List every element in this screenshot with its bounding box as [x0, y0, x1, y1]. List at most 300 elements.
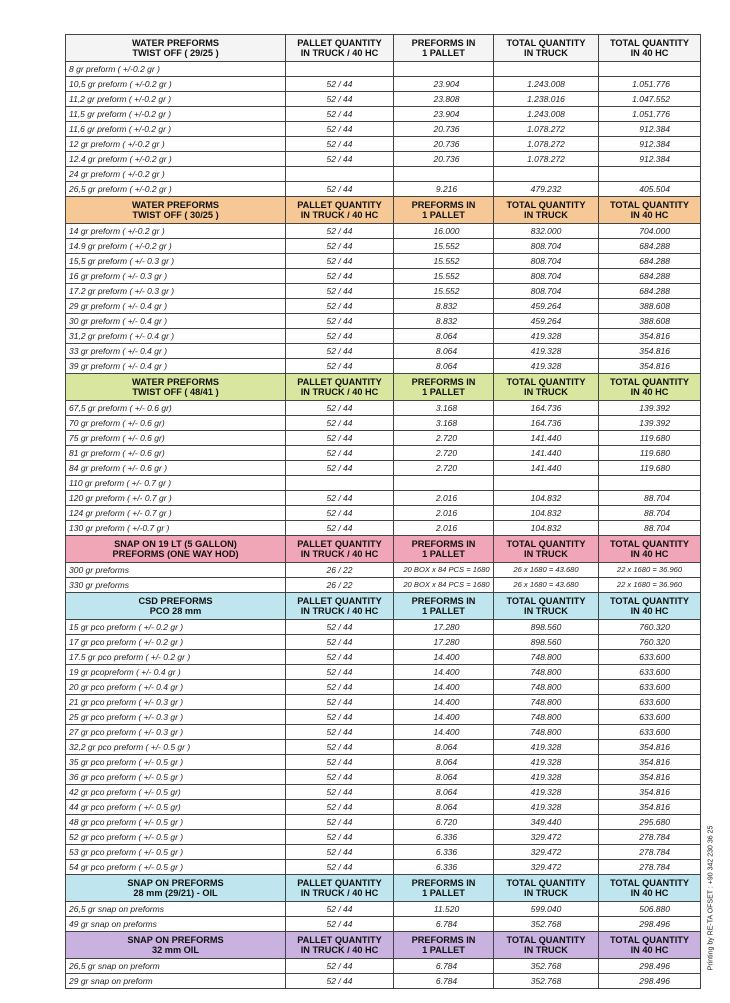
- column-header-line: 1 PALLET: [422, 48, 465, 58]
- table-row: [66, 770, 701, 785]
- section-title-line: SNAP ON PREFORMS: [127, 935, 224, 945]
- total-in-truck: 352.768: [494, 974, 599, 989]
- preforms-per-pallet: 17.280: [394, 635, 494, 650]
- preform-name: 32,2 gr pco preform ( +/- 0.5 gr ): [66, 740, 286, 755]
- total-in-truck: 748.800: [494, 665, 599, 680]
- total-in-truck: 808.704: [494, 254, 599, 269]
- preforms-per-pallet: 14.400: [394, 725, 494, 740]
- total-in-truck: 141.440: [494, 461, 599, 476]
- preforms-per-pallet: 20 BOX x 84 PCS = 1680: [394, 563, 494, 578]
- preforms-per-pallet: 16.000: [394, 224, 494, 239]
- table-row: [66, 710, 701, 725]
- column-header: [286, 374, 394, 401]
- column-header: [599, 593, 701, 620]
- column-header-line: 1 PALLET: [422, 387, 465, 397]
- column-header-line: PALLET QUANTITY: [297, 935, 382, 945]
- pallet-quantity: 52 / 44: [286, 845, 394, 860]
- preform-name: 14 gr preform ( +/-0.2 gr ): [66, 224, 286, 239]
- total-in-truck: 141.440: [494, 446, 599, 461]
- preform-name: 17.2 gr preform ( +/- 0.3 gr ): [66, 284, 286, 299]
- column-header: [599, 536, 701, 563]
- total-in-40hc: 354.816: [599, 344, 701, 359]
- total-in-truck: 748.800: [494, 695, 599, 710]
- section-title-line: PCO 28 mm: [149, 606, 202, 616]
- total-in-truck: 104.832: [494, 521, 599, 536]
- section-header: [66, 197, 701, 224]
- preform-name: 12.4 gr preform ( +/-0.2 gr ): [66, 152, 286, 167]
- section-header: [66, 536, 701, 563]
- total-in-truck: [494, 476, 599, 491]
- preforms-per-pallet: 6.336: [394, 830, 494, 845]
- preform-name: 12 gr preform ( +/-0.2 gr ): [66, 137, 286, 152]
- pallet-quantity: 52 / 44: [286, 740, 394, 755]
- preforms-per-pallet: 6.720: [394, 815, 494, 830]
- preform-name: 11,6 gr preform ( +/-0.2 gr ): [66, 122, 286, 137]
- pallet-quantity: 52 / 44: [286, 137, 394, 152]
- column-header-line: TOTAL QUANTITY: [506, 596, 586, 606]
- total-in-40hc: 912.384: [599, 122, 701, 137]
- total-in-40hc: 119.680: [599, 431, 701, 446]
- pallet-quantity: 52 / 44: [286, 815, 394, 830]
- column-header-line: TOTAL QUANTITY: [609, 377, 690, 387]
- table-row: [66, 416, 701, 431]
- pallet-quantity: 52 / 44: [286, 344, 394, 359]
- pallet-quantity: 52 / 44: [286, 830, 394, 845]
- total-in-truck: 808.704: [494, 239, 599, 254]
- total-in-40hc: 22 x 1680 = 36.960: [599, 563, 701, 578]
- total-in-40hc: 295.680: [599, 815, 701, 830]
- preform-name: 26,5 gr snap on preform: [66, 959, 286, 974]
- section-title-line: 28 mm (29/21) - OIL: [133, 888, 218, 898]
- column-header-line: IN 40 HC: [630, 888, 669, 898]
- pallet-quantity: 52 / 44: [286, 620, 394, 635]
- pallet-quantity: 52 / 44: [286, 710, 394, 725]
- table-row: [66, 635, 701, 650]
- total-in-40hc: 633.600: [599, 710, 701, 725]
- total-in-40hc: 684.288: [599, 284, 701, 299]
- total-in-truck: 26 x 1680 = 43.680: [494, 563, 599, 578]
- preform-name: 75 gr preform ( +/- 0.6 gr): [66, 431, 286, 446]
- total-in-40hc: 298.496: [599, 974, 701, 989]
- column-header: [494, 536, 599, 563]
- column-header: [599, 197, 701, 224]
- pallet-quantity: 52 / 44: [286, 224, 394, 239]
- column-header-line: TOTAL QUANTITY: [609, 596, 690, 606]
- total-in-40hc: 298.496: [599, 917, 701, 932]
- preforms-per-pallet: 2.016: [394, 491, 494, 506]
- column-header: [286, 536, 394, 563]
- column-header-line: IN TRUCK / 40 HC: [300, 888, 379, 898]
- pallet-quantity: 52 / 44: [286, 401, 394, 416]
- table-row: [66, 800, 701, 815]
- column-header-line: PREFORMS IN: [411, 935, 476, 945]
- table-row: [66, 239, 701, 254]
- total-in-40hc: 354.816: [599, 755, 701, 770]
- pallet-quantity: 52 / 44: [286, 521, 394, 536]
- preforms-per-pallet: 15.552: [394, 254, 494, 269]
- preform-name: 11,2 gr preform ( +/-0.2 gr ): [66, 92, 286, 107]
- pallet-quantity: 52 / 44: [286, 650, 394, 665]
- column-header-line: TOTAL QUANTITY: [609, 38, 690, 48]
- pallet-quantity: 52 / 44: [286, 152, 394, 167]
- total-in-truck: 352.768: [494, 959, 599, 974]
- preforms-per-pallet: 20.736: [394, 152, 494, 167]
- pallet-quantity: 52 / 44: [286, 77, 394, 92]
- total-in-40hc: 760.320: [599, 635, 701, 650]
- column-header: [286, 932, 394, 959]
- preform-name: 124 gr preform ( +/- 0.7 gr ): [66, 506, 286, 521]
- total-in-truck: 349.440: [494, 815, 599, 830]
- table-row: [66, 77, 701, 92]
- table-row: [66, 107, 701, 122]
- preform-name: 70 gr preform ( +/- 0.6 gr): [66, 416, 286, 431]
- printer-credit-text: Printing by RE-TA OFSET : +90 342 230 36 25: [707, 825, 715, 971]
- column-header: [599, 875, 701, 902]
- total-in-40hc: 354.816: [599, 359, 701, 374]
- table-row: [66, 845, 701, 860]
- table-row: [66, 680, 701, 695]
- column-header-line: IN TRUCK: [524, 945, 568, 955]
- column-header: [494, 35, 599, 62]
- table-row: [66, 959, 701, 974]
- column-header-line: IN TRUCK: [524, 606, 568, 616]
- preforms-per-pallet: 9.216: [394, 182, 494, 197]
- section-title: [66, 875, 286, 902]
- table-row: [66, 431, 701, 446]
- pallet-quantity: 52 / 44: [286, 491, 394, 506]
- preforms-per-pallet: 6.784: [394, 974, 494, 989]
- preform-name: 25 gr pco preform ( +/- 0.3 gr ): [66, 710, 286, 725]
- section-title-line: TWIST OFF ( 30/25 ): [132, 210, 219, 220]
- column-header: [394, 932, 494, 959]
- column-header: [394, 536, 494, 563]
- preform-name: 53 gr pco preform ( +/- 0.5 gr ): [66, 845, 286, 860]
- total-in-40hc: 684.288: [599, 239, 701, 254]
- total-in-40hc: 354.816: [599, 329, 701, 344]
- column-header-line: PALLET QUANTITY: [297, 596, 382, 606]
- pallet-quantity: 52 / 44: [286, 107, 394, 122]
- table-row: [66, 650, 701, 665]
- total-in-40hc: 633.600: [599, 665, 701, 680]
- table-row: [66, 137, 701, 152]
- preforms-per-pallet: 2.016: [394, 506, 494, 521]
- column-header-line: TOTAL QUANTITY: [506, 200, 586, 210]
- total-in-40hc: 22 x 1680 = 36.960: [599, 578, 701, 593]
- pallet-quantity: 52 / 44: [286, 902, 394, 917]
- preforms-per-pallet: 11.520: [394, 902, 494, 917]
- pallet-quantity: 52 / 44: [286, 695, 394, 710]
- column-header-line: IN TRUCK / 40 HC: [300, 48, 379, 58]
- total-in-truck: 329.472: [494, 830, 599, 845]
- preforms-per-pallet: 15.552: [394, 284, 494, 299]
- column-header: [394, 197, 494, 224]
- preforms-per-pallet: 23.808: [394, 92, 494, 107]
- table-row: [66, 740, 701, 755]
- column-header-line: PALLET QUANTITY: [297, 878, 382, 888]
- column-header-line: IN TRUCK: [524, 210, 568, 220]
- column-header-line: PALLET QUANTITY: [297, 38, 382, 48]
- preform-name: 35 gr pco preform ( +/- 0.5 gr ): [66, 755, 286, 770]
- preforms-per-pallet: 3.168: [394, 416, 494, 431]
- preforms-per-pallet: 6.336: [394, 845, 494, 860]
- total-in-truck: 1.243.008: [494, 107, 599, 122]
- column-header: [394, 875, 494, 902]
- total-in-40hc: 912.384: [599, 152, 701, 167]
- section-title-line: SNAP ON 19 LT (5 GALLON): [114, 539, 237, 549]
- section-title-line: TWIST OFF ( 48/41 ): [132, 387, 219, 397]
- preforms-per-pallet: 2.016: [394, 521, 494, 536]
- column-header-line: IN TRUCK: [524, 888, 568, 898]
- table-row: [66, 359, 701, 374]
- total-in-truck: 104.832: [494, 506, 599, 521]
- section-title-line: WATER PREFORMS: [131, 200, 220, 210]
- column-header-line: IN TRUCK / 40 HC: [300, 210, 379, 220]
- column-header-line: TOTAL QUANTITY: [506, 38, 586, 48]
- table-row: [66, 461, 701, 476]
- preforms-per-pallet: [394, 167, 494, 182]
- column-header: [494, 197, 599, 224]
- table-row: [66, 902, 701, 917]
- column-header: [286, 35, 394, 62]
- column-header: [494, 593, 599, 620]
- pallet-quantity: [286, 62, 394, 77]
- column-header: [599, 35, 701, 62]
- column-header-line: IN TRUCK: [524, 48, 568, 58]
- total-in-40hc: 684.288: [599, 254, 701, 269]
- preforms-per-pallet: 8.064: [394, 785, 494, 800]
- total-in-40hc: 278.784: [599, 830, 701, 845]
- preforms-per-pallet: 23.904: [394, 77, 494, 92]
- table-row: [66, 755, 701, 770]
- total-in-40hc: 88.704: [599, 506, 701, 521]
- table-row: [66, 167, 701, 182]
- pallet-quantity: 52 / 44: [286, 635, 394, 650]
- preforms-per-pallet: 14.400: [394, 710, 494, 725]
- total-in-40hc: 278.784: [599, 860, 701, 875]
- preform-name: 67,5 gr preform ( +/- 0.6 gr): [66, 401, 286, 416]
- total-in-truck: 1.078.272: [494, 152, 599, 167]
- table-row: [66, 815, 701, 830]
- preform-name: 14.9 gr preform ( +/-0.2 gr ): [66, 239, 286, 254]
- total-in-40hc: 119.680: [599, 461, 701, 476]
- preform-name: 110 gr preform ( +/- 0.7 gr ): [66, 476, 286, 491]
- preforms-per-pallet: 14.400: [394, 680, 494, 695]
- preform-name: 21 gr pco preform ( +/- 0.3 gr ): [66, 695, 286, 710]
- pallet-quantity: 52 / 44: [286, 284, 394, 299]
- section-title: [66, 374, 286, 401]
- preform-name: 300 gr preforms: [66, 563, 286, 578]
- total-in-truck: 748.800: [494, 650, 599, 665]
- preform-name: 84 gr preform ( +/- 0.6 gr ): [66, 461, 286, 476]
- pallet-quantity: 52 / 44: [286, 269, 394, 284]
- pallet-quantity: 52 / 44: [286, 299, 394, 314]
- table-row: [66, 476, 701, 491]
- table-row: [66, 92, 701, 107]
- column-header-line: IN TRUCK / 40 HC: [300, 945, 379, 955]
- total-in-40hc: 1.047.552: [599, 92, 701, 107]
- total-in-truck: 599.040: [494, 902, 599, 917]
- total-in-40hc: 298.496: [599, 959, 701, 974]
- table-row: [66, 269, 701, 284]
- column-header: [494, 374, 599, 401]
- pallet-quantity: 26 / 22: [286, 578, 394, 593]
- table-row: [66, 446, 701, 461]
- column-header: [599, 374, 701, 401]
- preform-table: [65, 34, 701, 989]
- table-row: [66, 182, 701, 197]
- preforms-per-pallet: 8.832: [394, 314, 494, 329]
- column-header: [394, 374, 494, 401]
- preform-name: 120 gr preform ( +/- 0.7 gr ): [66, 491, 286, 506]
- total-in-truck: 808.704: [494, 269, 599, 284]
- column-header-line: IN TRUCK / 40 HC: [300, 549, 379, 559]
- total-in-40hc: 354.816: [599, 770, 701, 785]
- column-header-line: IN TRUCK / 40 HC: [300, 606, 379, 616]
- section-header: [66, 932, 701, 959]
- total-in-40hc: 760.320: [599, 620, 701, 635]
- preform-name: 16 gr preform ( +/- 0.3 gr ): [66, 269, 286, 284]
- printer-credit: [704, 818, 718, 978]
- column-header-line: PREFORMS IN: [411, 878, 476, 888]
- preform-name: 17 gr pco preform ( +/- 0.2 gr ): [66, 635, 286, 650]
- total-in-truck: [494, 62, 599, 77]
- pallet-quantity: 52 / 44: [286, 959, 394, 974]
- section-title-line: CSD PREFORMS: [138, 596, 213, 606]
- total-in-40hc: 633.600: [599, 680, 701, 695]
- preforms-per-pallet: [394, 476, 494, 491]
- preform-name: 26,5 gr preform ( +/-0.2 gr ): [66, 182, 286, 197]
- table-row: [66, 344, 701, 359]
- total-in-truck: 1.078.272: [494, 137, 599, 152]
- preforms-per-pallet: 8.064: [394, 344, 494, 359]
- total-in-40hc: 139.392: [599, 416, 701, 431]
- total-in-truck: 419.328: [494, 329, 599, 344]
- pallet-quantity: 52 / 44: [286, 329, 394, 344]
- total-in-truck: 898.560: [494, 635, 599, 650]
- section-header: [66, 374, 701, 401]
- preforms-per-pallet: [394, 62, 494, 77]
- total-in-truck: 141.440: [494, 431, 599, 446]
- column-header-line: IN TRUCK / 40 HC: [300, 387, 379, 397]
- total-in-truck: 1.078.272: [494, 122, 599, 137]
- pallet-quantity: 52 / 44: [286, 461, 394, 476]
- column-header-line: PREFORMS IN: [411, 539, 476, 549]
- total-in-40hc: 1.051.776: [599, 107, 701, 122]
- table-row: [66, 521, 701, 536]
- column-header-line: TOTAL QUANTITY: [609, 539, 690, 549]
- total-in-truck: 898.560: [494, 620, 599, 635]
- table-row: [66, 563, 701, 578]
- preform-name: 15 gr pco preform ( +/- 0.2 gr ): [66, 620, 286, 635]
- preforms-per-pallet: 8.832: [394, 299, 494, 314]
- total-in-40hc: 354.816: [599, 800, 701, 815]
- column-header-line: PALLET QUANTITY: [297, 539, 382, 549]
- preform-name: 11,5 gr preform ( +/-0.2 gr ): [66, 107, 286, 122]
- preform-name: 30 gr preform ( +/- 0.4 gr ): [66, 314, 286, 329]
- pallet-quantity: 52 / 44: [286, 665, 394, 680]
- table-row: [66, 830, 701, 845]
- pallet-quantity: 52 / 44: [286, 755, 394, 770]
- total-in-truck: 1.243.008: [494, 77, 599, 92]
- pallet-quantity: 52 / 44: [286, 680, 394, 695]
- column-header-line: IN 40 HC: [630, 606, 669, 616]
- total-in-40hc: 684.288: [599, 269, 701, 284]
- pallet-quantity: 52 / 44: [286, 785, 394, 800]
- section-title: [66, 197, 286, 224]
- column-header-line: PREFORMS IN: [411, 200, 476, 210]
- pallet-quantity: 52 / 44: [286, 314, 394, 329]
- preforms-per-pallet: 3.168: [394, 401, 494, 416]
- total-in-truck: [494, 167, 599, 182]
- total-in-truck: 479.232: [494, 182, 599, 197]
- total-in-40hc: 405.504: [599, 182, 701, 197]
- column-header-line: 1 PALLET: [422, 549, 465, 559]
- total-in-truck: 419.328: [494, 770, 599, 785]
- total-in-40hc: [599, 62, 701, 77]
- preforms-per-pallet: 15.552: [394, 239, 494, 254]
- pallet-quantity: [286, 167, 394, 182]
- column-header-line: TOTAL QUANTITY: [609, 878, 690, 888]
- preforms-per-pallet: 8.064: [394, 755, 494, 770]
- pallet-quantity: 52 / 44: [286, 506, 394, 521]
- table-row: [66, 917, 701, 932]
- preform-name: 29 gr snap on preform: [66, 974, 286, 989]
- table-row: [66, 665, 701, 680]
- preform-name: 44 gr pco preform ( +/- 0.5 gr): [66, 800, 286, 815]
- preforms-per-pallet: 6.336: [394, 860, 494, 875]
- total-in-truck: 419.328: [494, 755, 599, 770]
- total-in-truck: 352.768: [494, 917, 599, 932]
- table-row: [66, 860, 701, 875]
- preforms-per-pallet: 20.736: [394, 122, 494, 137]
- column-header: [394, 593, 494, 620]
- total-in-40hc: 388.608: [599, 299, 701, 314]
- total-in-40hc: 354.816: [599, 740, 701, 755]
- column-header-line: IN 40 HC: [630, 210, 669, 220]
- column-header-line: IN 40 HC: [630, 387, 669, 397]
- pallet-quantity: 52 / 44: [286, 359, 394, 374]
- preforms-per-pallet: 8.064: [394, 800, 494, 815]
- total-in-40hc: 704.000: [599, 224, 701, 239]
- table-row: [66, 620, 701, 635]
- preform-name: 8 gr preform ( +/-0.2 gr ): [66, 62, 286, 77]
- column-header: [286, 197, 394, 224]
- preform-name: 17.5 gr pco preform ( +/- 0.2 gr ): [66, 650, 286, 665]
- column-header-line: 1 PALLET: [422, 210, 465, 220]
- pallet-quantity: 52 / 44: [286, 446, 394, 461]
- pallet-quantity: 52 / 44: [286, 725, 394, 740]
- column-header-line: 1 PALLET: [422, 888, 465, 898]
- total-in-40hc: [599, 167, 701, 182]
- preforms-per-pallet: 14.400: [394, 695, 494, 710]
- preforms-per-pallet: 17.280: [394, 620, 494, 635]
- total-in-truck: 164.736: [494, 401, 599, 416]
- column-header-line: TOTAL QUANTITY: [609, 200, 690, 210]
- column-header: [494, 875, 599, 902]
- preform-name: 29 gr preform ( +/- 0.4 gr ): [66, 299, 286, 314]
- total-in-40hc: 633.600: [599, 695, 701, 710]
- column-header-line: IN 40 HC: [630, 945, 669, 955]
- preforms-per-pallet: 8.064: [394, 329, 494, 344]
- column-header-line: TOTAL QUANTITY: [506, 377, 586, 387]
- preform-name: 20 gr pco preform ( +/- 0.4 gr ): [66, 680, 286, 695]
- column-header-line: TOTAL QUANTITY: [506, 878, 586, 888]
- column-header: [494, 932, 599, 959]
- preform-name: 39 gr preform ( +/- 0.4 gr ): [66, 359, 286, 374]
- preforms-per-pallet: 14.400: [394, 650, 494, 665]
- table-row: [66, 299, 701, 314]
- preforms-per-pallet: 2.720: [394, 461, 494, 476]
